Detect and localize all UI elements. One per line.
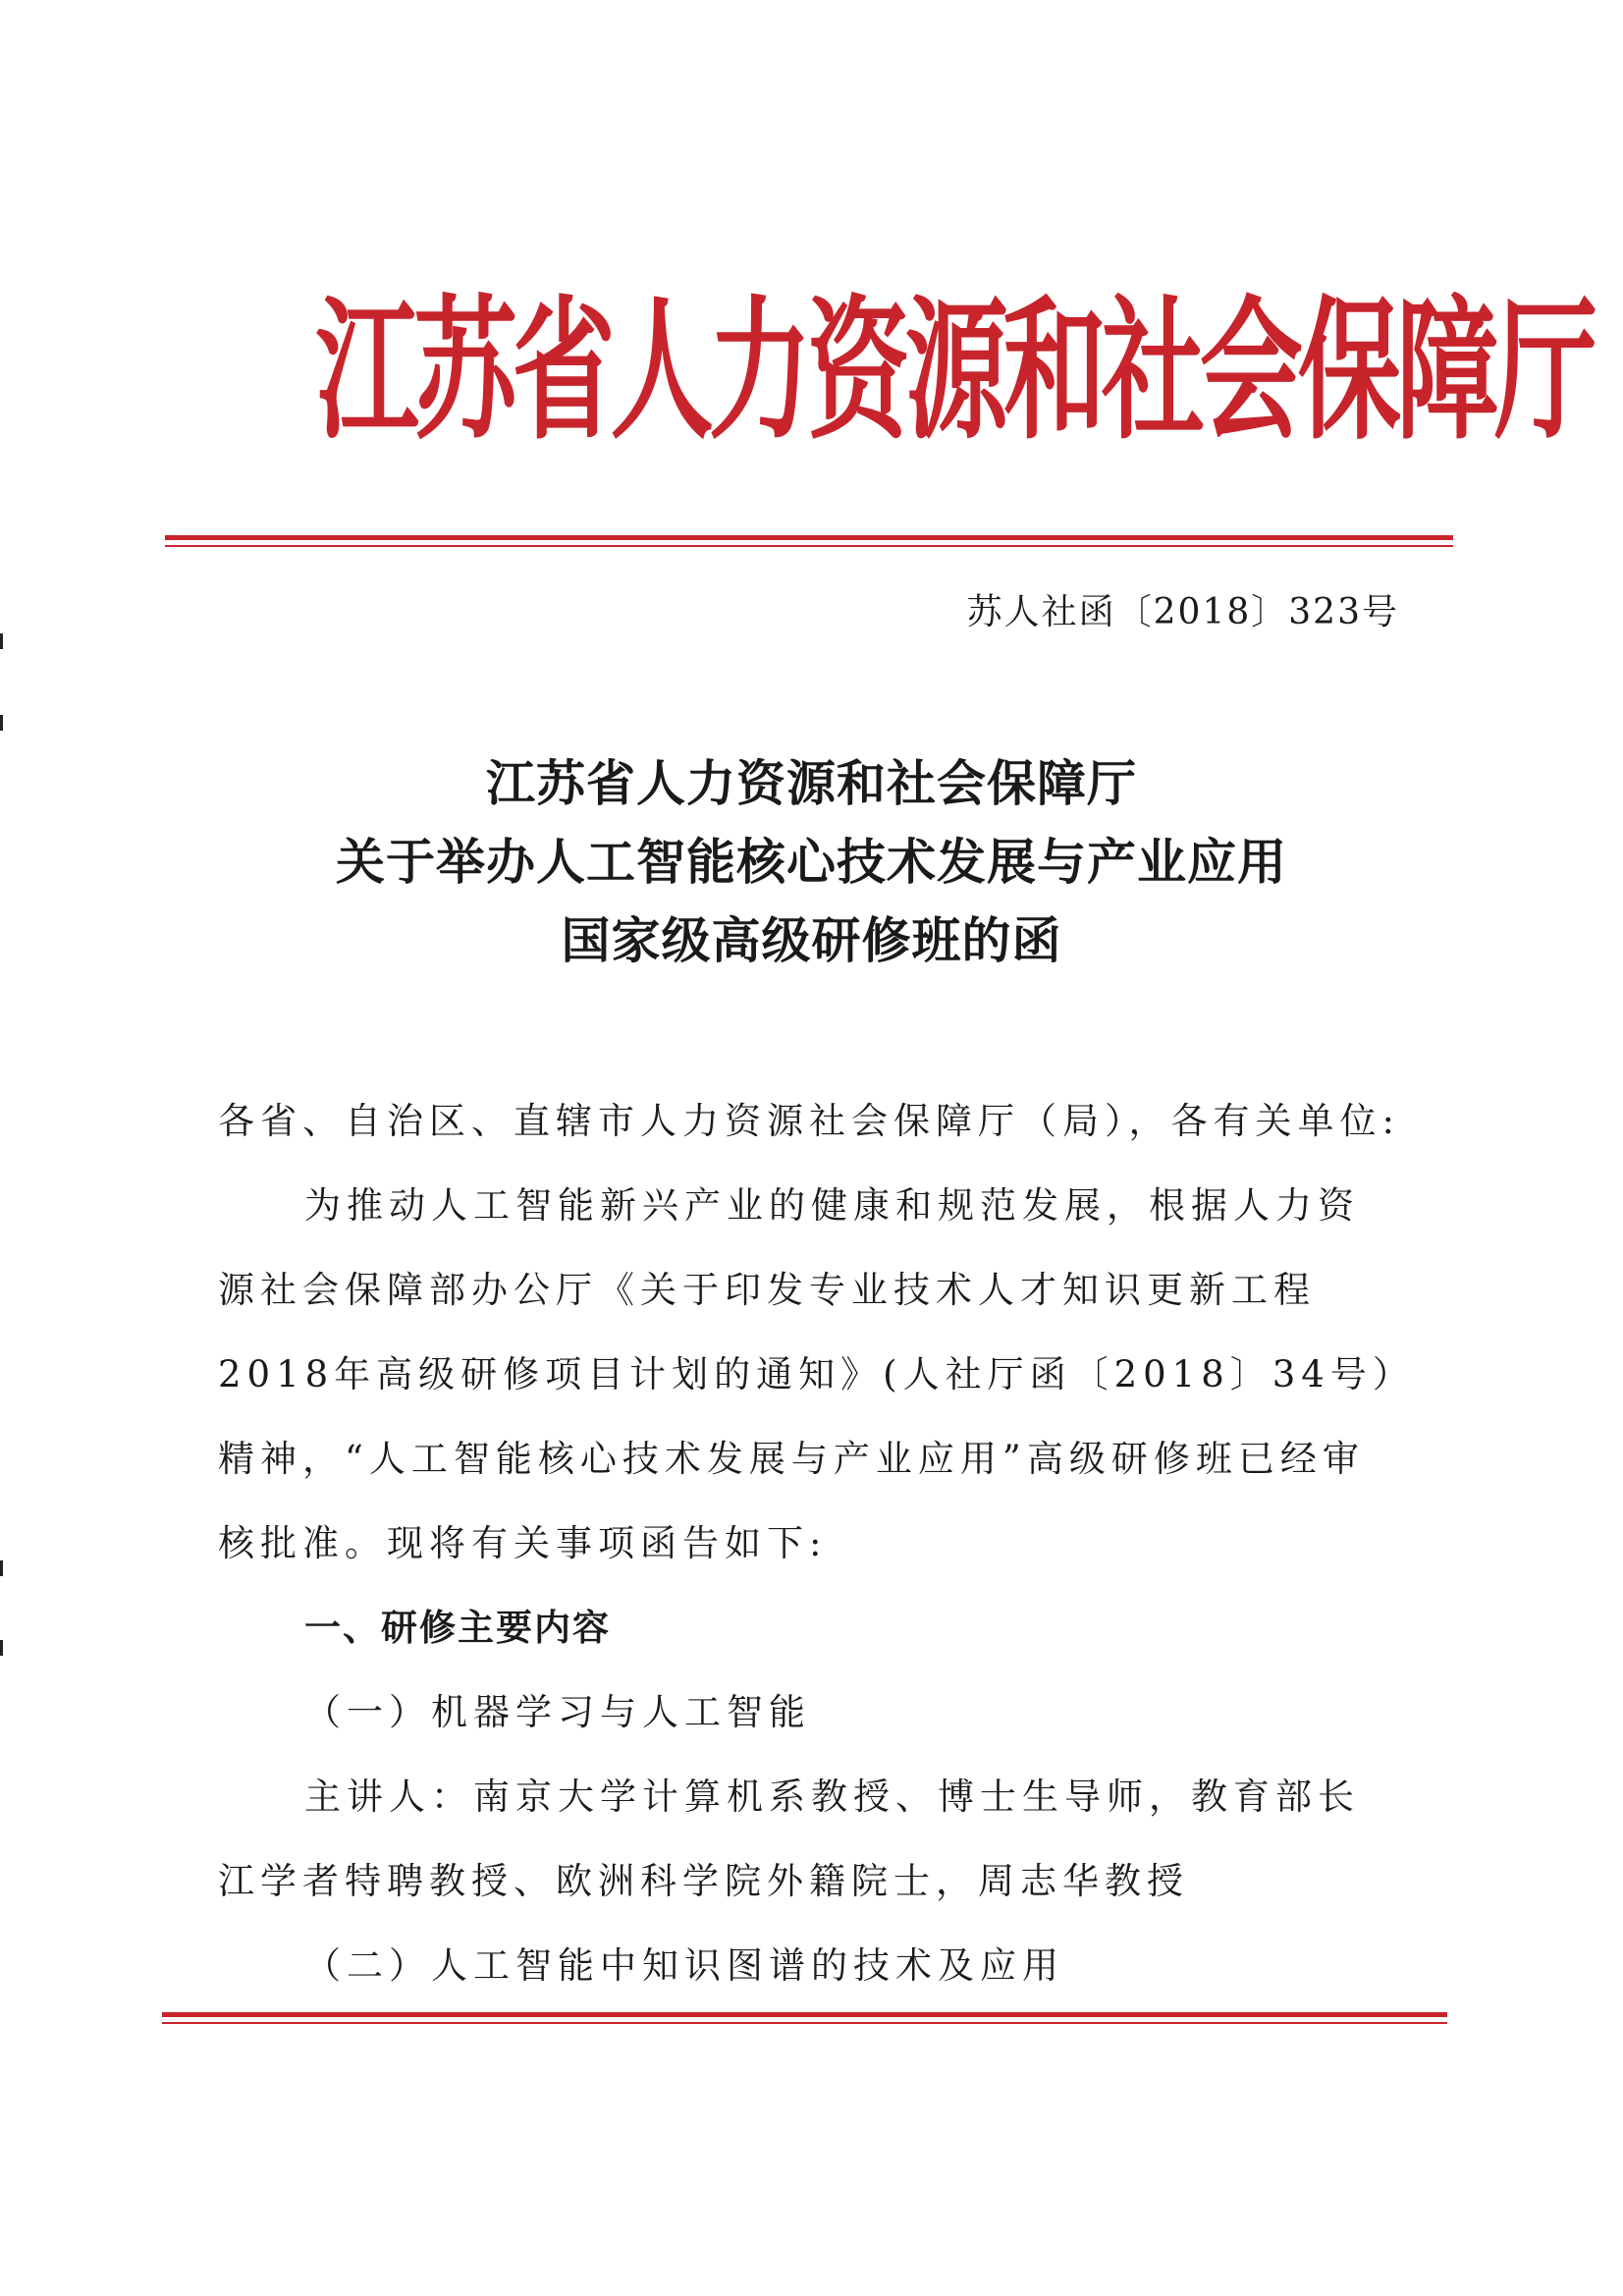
title-line: 关于举办人工智能核心技术发展与产业应用 — [336, 834, 1287, 891]
scan-margin-mark — [0, 633, 3, 649]
title-line: 国家级高级研修班的函 — [561, 912, 1062, 969]
paragraph-line: 源社会保障部办公厅《关于印发专业技术人才知识更新工程 — [218, 1269, 1316, 1311]
lecturer-line: 主讲人：南京大学计算机系教授、博士生导师，教育部长 — [304, 1776, 1360, 1818]
footer-red-rule — [162, 2012, 1447, 2017]
list-item: （一）机器学习与人工智能 — [304, 1691, 811, 1733]
section-heading: 一、研修主要内容 — [304, 1607, 611, 1649]
scan-margin-mark — [0, 1640, 3, 1656]
footer-red-rule-thin — [162, 2022, 1447, 2024]
masthead-red-rule — [165, 535, 1453, 540]
document-number: 苏人社函〔2018〕323号 — [966, 592, 1399, 632]
scan-margin-mark — [0, 715, 3, 731]
masthead-red-rule-thin — [165, 545, 1453, 547]
salutation: 各省、自治区、直辖市人力资源社会保障厅（局），各有关单位: — [218, 1100, 1400, 1142]
lecturer-line: 江学者特聘教授、欧洲科学院外籍院士，周志华教授 — [218, 1860, 1189, 1902]
title-line: 江苏省人力资源和社会保障厅 — [486, 755, 1137, 812]
paragraph-line: 为推动人工智能新兴产业的健康和规范发展，根据人力资 — [304, 1184, 1360, 1227]
paragraph-line: 2018年高级研修项目计划的通知》(人社厅函〔2018〕34号） — [218, 1353, 1415, 1395]
scan-margin-mark — [0, 1560, 3, 1576]
paragraph-line: 精神，“人工智能核心技术发展与产业应用”高级研修班已经审 — [218, 1438, 1365, 1480]
agency-masthead: 江苏省人力资源和社会保障厅 — [315, 281, 1594, 462]
list-item: （二）人工智能中知识图谱的技术及应用 — [304, 1944, 1064, 1987]
paragraph-line: 核批准。现将有关事项函告如下: — [218, 1522, 828, 1564]
document-title — [157, 744, 1466, 980]
